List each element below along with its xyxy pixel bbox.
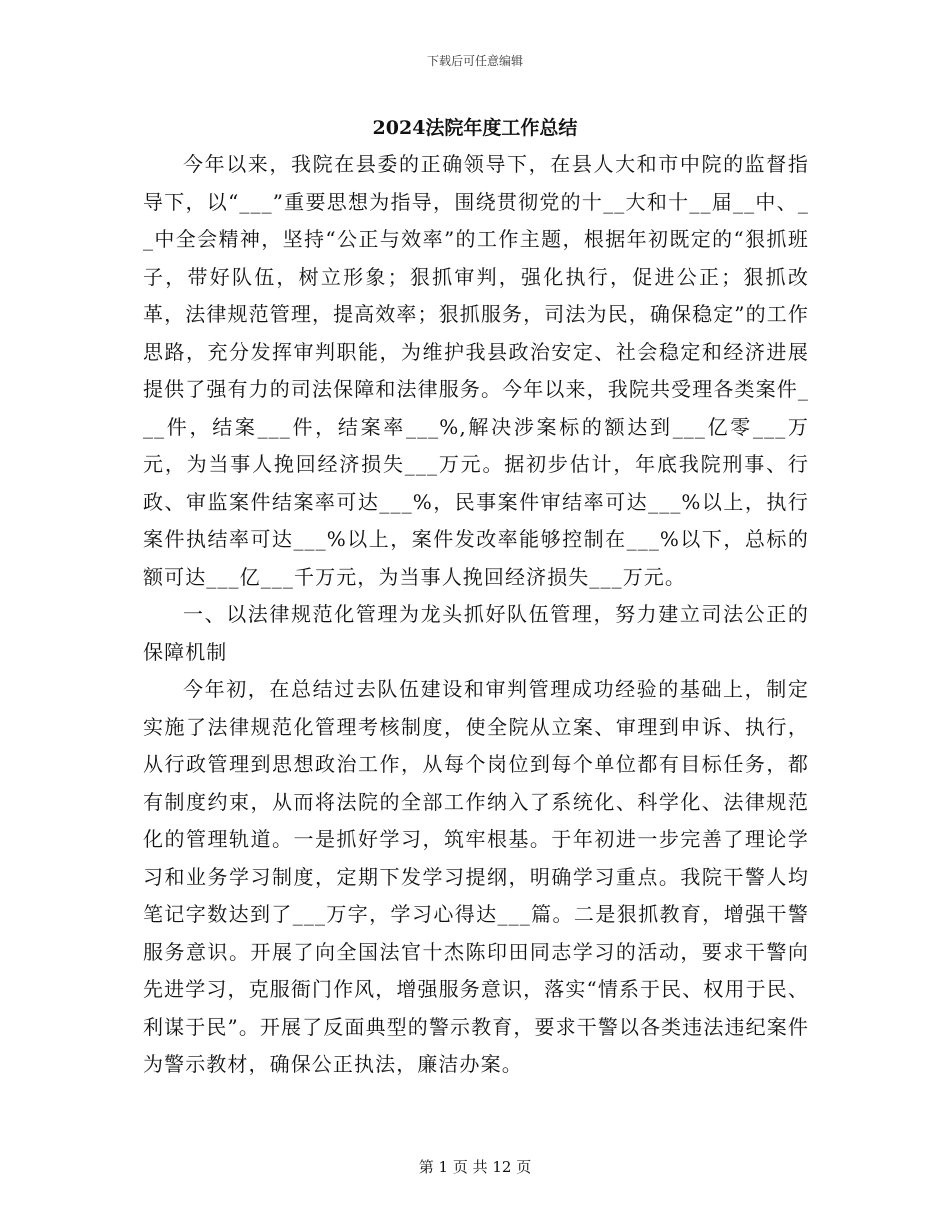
document-title: 2024法院年度工作总结 (372, 117, 578, 139)
paragraph-section-1: 今年初，在总结过去队伍建设和审判管理成功经验的基础上，制定实施了法律规范化管理考核制度，使全院从立案、审理到申诉、执行，从行政管理到思想政治工作，从每个岗位到每个单位都有目标任务，都有制度约束，从而将法院的全部工作纳入了系统化、科学化、法律规范化的管理轨道。一是抓好学习，筑牢根基。于年初进一步完善了理论学习和业务学习制度，定期下发学习提纲，明确学习重点。我院干警人均笔记字数达到了___万字，学习心得达___篇。二是狠抓教育，增强干警服务意识。开展了向全国法官十杰陈印田同志学习的活动，要求干警向先进学习，克服衙门作风，增强服务意识，落实“情系于民、权用于民、利谋于民”。开展了反面典型的警示教育，要求干警以各类违法违纪案件为警示教材，确保公正执法，廉洁办案。 (143, 677, 809, 1076)
page-header-note: 下载后可任意编辑 (426, 54, 523, 68)
paragraph-intro: 今年以来，我院在县委的正确领导下，在县人大和市中院的监督指导下，以“___”重要思想为指导，围绕贯彻党的十__大和十__届__中、__中全会精神，坚持“公正与效率”的工作主题，根据年初既定的“狠抓班子，带好队伍，树立形象；狠抓审判，强化执行，促进公正；狠抓改革，法律规范管理，提高效率；狠抓服务，司法为民，确保稳定”的工作思路，充分发挥审判职能，为维护我县政治安定、社会稳定和经济进展提供了强有力的司法保障和法律服务。今年以来，我院共受理各类案件___件，结案___件，结案率___%,解决涉案标的额达到___亿零___万元，为当事人挽回经济损失___万元。据初步估计，年底我院刑事、行政、审监案件结案率可达___%，民事案件审结率可达___%以上，执行案件执结率可达___%以上，案件发改率能够控制在___%以下，总标的额可达___亿___千万元，为当事人挽回经济损失___万元。 (143, 152, 809, 589)
document-body (143, 146, 809, 1084)
section-heading-1: 一、以法律规范化管理为龙头抓好队伍管理，努力建立司法公正的保障机制 (143, 602, 809, 664)
page-number: 第 1 页 共 12 页 (418, 1158, 532, 1176)
